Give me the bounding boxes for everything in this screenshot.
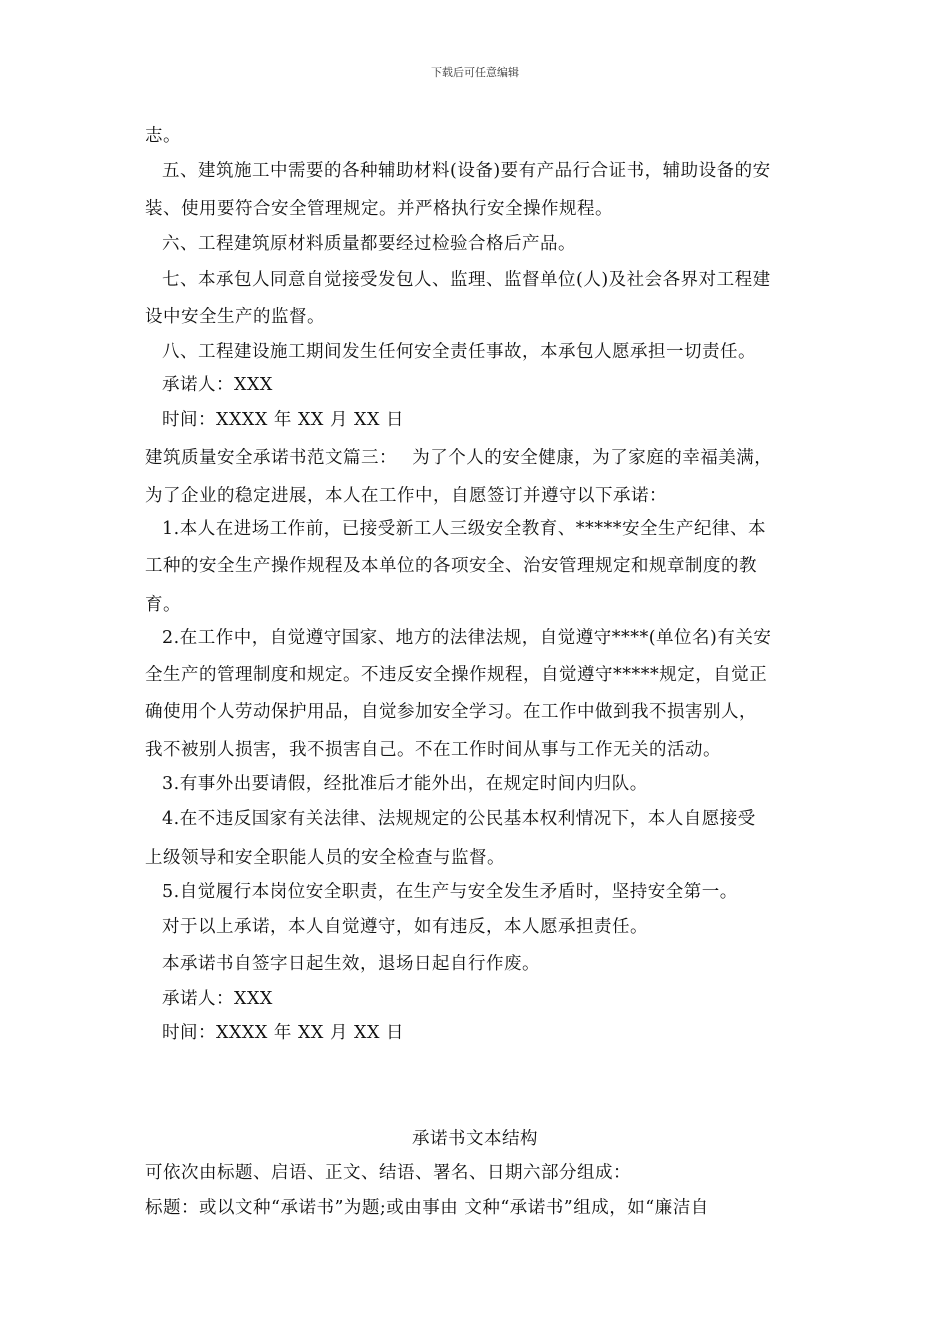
text-line: 设中安全生产的监督。 [145,307,325,327]
date-line: 时间：XXXX 年 XX 月 XX 日 [162,1023,404,1043]
text-line: 5.自觉履行本岗位安全职责，在生产与安全发生矛盾时，坚持安全第一。 [162,882,738,902]
text-line: 全生产的管理制度和规定。不违反安全操作规程，自觉遵守*****规定，自觉正 [145,665,768,685]
signer-line: 承诺人：XXX [162,989,273,1009]
text-line: 本承诺书自签字日起生效，退场日起自行作废。 [162,954,540,974]
text-line: 上级领导和安全职能人员的安全检查与监督。 [145,848,505,868]
text-line: 五、建筑施工中需要的各种辅助材料(设备)要有产品行合证书，辅助设备的安 [162,161,771,181]
page-header: 下载后可任意编辑 [431,66,519,79]
signer-line: 承诺人：XXX [162,375,273,395]
date-line: 时间：XXXX 年 XX 月 XX 日 [162,410,404,430]
text-line: 确使用个人劳动保护用品，自觉参加安全学习。在工作中做到我不损害别人， [145,702,757,722]
text-line: 我不被别人损害，我不损害自己。不在工作时间从事与工作无关的活动。 [145,740,721,760]
text-line: 3.有事外出要请假，经批准后才能外出，在规定时间内归队。 [162,774,648,794]
text-line: 七、本承包人同意自觉接受发包人、监理、监督单位(人)及社会各界对工程建 [162,270,771,290]
text-line: 八、工程建设施工期间发生任何安全责任事故，本承包人愿承担一切责任。 [162,342,756,362]
text-line: 育。 [145,595,181,615]
text-line: 4.在不违反国家有关法律、法规规定的公民基本权利情况下，本人自愿接受 [162,809,756,829]
text-line: 2.在工作中，自觉遵守国家、地方的法律法规，自觉遵守****(单位名)有关安 [162,628,772,648]
text-line: 工种的安全生产操作规程及本单位的各项安全、治安管理规定和规章制度的教 [145,556,757,576]
text-line: 志。 [145,126,181,146]
text-line: 建筑质量安全承诺书范文篇三： 为了个人的安全健康，为了家庭的幸福美满， [145,448,773,468]
text-line: 可依次由标题、启语、正文、结语、署名、日期六部分组成： [145,1163,631,1183]
text-line: 1.本人在进场工作前，已接受新工人三级安全教育、*****安全生产纪律、本 [162,519,766,539]
text-line: 对于以上承诺，本人自觉遵守，如有违反，本人愿承担责任。 [162,917,648,937]
text-line: 六、工程建筑原材料质量都要经过检验合格后产品。 [162,234,576,254]
text-line: 装、使用要符合安全管理规定。并严格执行安全操作规程。 [145,199,613,219]
text-line: 为了企业的稳定进展，本人在工作中，自愿签订并遵守以下承诺： [145,486,667,506]
section-title: 承诺书文本结构 [412,1129,538,1149]
text-line: 标题：或以文种“承诺书”为题;或由事由 文种“承诺书”组成，如“廉洁自 [145,1198,709,1218]
